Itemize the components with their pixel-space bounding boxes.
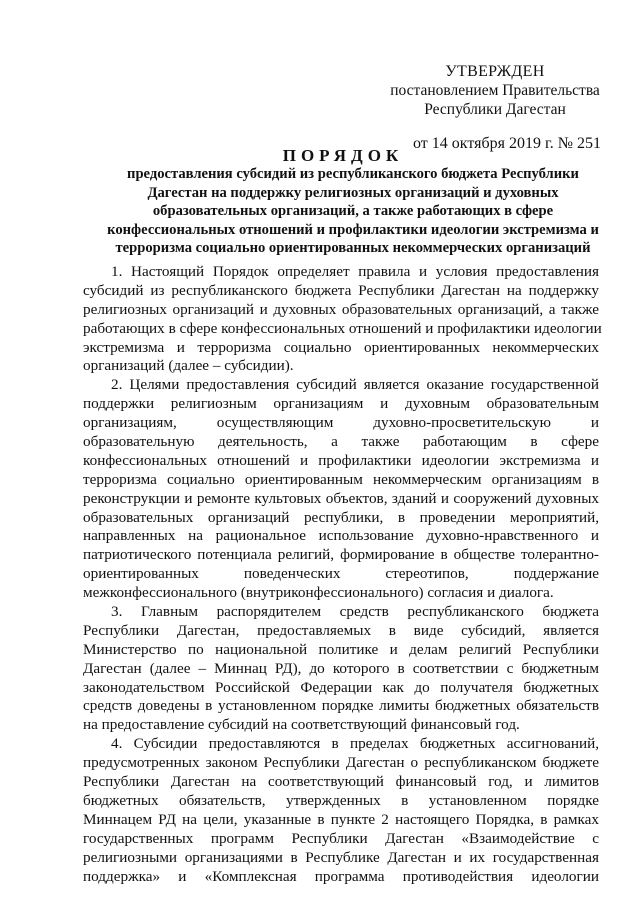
text-line: Министерство по национальной политике и делам религий Республики <box>83 640 599 658</box>
subtitle-line: конфессиональных отношений и профилактики идеологии экстремизма и <box>107 221 599 238</box>
text-line: межконфессионального (внутриконфессионального) согласия и диалога. <box>83 584 554 602</box>
text-line: образовательных организаций республики, в проведении мероприятий, <box>83 508 599 526</box>
text-line: образовательную деятельность, а также работающим в сфере <box>83 433 599 451</box>
text-line: религиозных организаций и духовных образовательных организаций, а также <box>83 300 599 318</box>
text-line: патриотического потенциала религий, формирование в обществе толерантно- <box>83 546 599 564</box>
paragraph-1 <box>83 263 602 376</box>
text-line: законодательством Российской Федерации как до получателя бюджетных <box>83 678 599 696</box>
approval-block <box>380 62 610 153</box>
subtitle-line: образовательных организаций, а также работающих в сфере <box>152 203 554 220</box>
text-line: 4. Субсидии предоставляются в пределах бюджетных ассигнований, <box>111 735 599 753</box>
text-line: ориентированных поведенческих стереотипов, поддержание <box>83 565 599 583</box>
text-line: Дагестан (далее – Миннац РД), до которого в соответствии с бюджетным <box>83 659 599 677</box>
text-line: поддержка» и «Комплексная программа противодействия идеологии <box>83 867 599 885</box>
subtitle-line: терроризма социально ориентированных некоммерческих организаций <box>115 240 591 257</box>
text-line: Республики Дагестан на соответствующий финансовый год, и лимитов <box>83 773 599 791</box>
text-line: реконструкции и ремонте культовых объектов, зданий и сооружений духовных <box>83 489 599 507</box>
paragraph-3 <box>83 603 599 735</box>
document-title: ПОРЯДОК <box>282 146 404 165</box>
subtitle-line: Дагестан на поддержку религиозных организаций и духовных <box>147 184 559 201</box>
text-line: направленных на рациональное использование духовно-нравственного и <box>83 527 599 545</box>
text-line: конфессиональных отношений и профилактики идеологии экстремизма и <box>83 451 599 469</box>
approval-line-1: постановлением Правительства <box>390 82 600 99</box>
text-line: религиозными организациями в Республике Дагестан и их государственная <box>83 848 599 866</box>
paragraph-4 <box>83 735 599 886</box>
approval-date: от 14 октября 2019 г. № 251 <box>412 135 601 152</box>
text-line: предусмотренных законом Республики Дагестан о республиканском бюджете <box>83 754 599 772</box>
text-line: 1. Настоящий Порядок определяет правила и условия предоставления <box>111 263 599 280</box>
text-line: средств доведены в установленном порядке лимиты бюджетных обязательств <box>83 697 599 715</box>
text-line: Миннацем РД на цели, указанные в пункте 2 настоящего Порядка, в рамках <box>83 810 599 828</box>
text-line: организаций (далее – субсидии). <box>83 357 294 375</box>
text-line: государственных программ Республики Дагестан «Взаимодействие с <box>83 829 599 847</box>
text-line: на предоставление субсидий на соответствующий финансовый год. <box>83 716 520 734</box>
text-line: экстремизма и терроризма социально ориентированных некоммерческих <box>83 338 599 356</box>
text-line: бюджетных обязательств, утвержденных в установленном порядке <box>83 791 599 809</box>
text-line: поддержки религиозным организациям и духовным образовательным <box>83 395 599 413</box>
document-subtitle <box>98 165 608 258</box>
text-line: субсидий из республиканского бюджета Республики Дагестан на поддержку <box>83 281 599 299</box>
text-line: 3. Главным распорядителем средств республиканского бюджета <box>111 603 599 621</box>
text-line: организациям, осуществляющим духовно-просветительскую и <box>83 414 599 432</box>
document-body <box>83 263 602 886</box>
text-line: терроризма социально ориентированным некоммерческим организациям в <box>83 470 599 488</box>
approval-line-2: Республики Дагестан <box>424 101 566 118</box>
text-line: Республики Дагестан, предоставляемых в виде субсидий, является <box>83 621 599 639</box>
subtitle-line: предоставления субсидий из республиканского бюджета Республики <box>127 166 579 182</box>
text-line: 2. Целями предоставления субсидий является оказание государственной <box>111 376 599 394</box>
paragraph-2 <box>83 376 599 603</box>
approval-heading: УТВЕРЖДЕН <box>445 63 545 80</box>
text-line: работающих в сфере конфессиональных отношений и профилактики идеологии <box>83 319 602 337</box>
